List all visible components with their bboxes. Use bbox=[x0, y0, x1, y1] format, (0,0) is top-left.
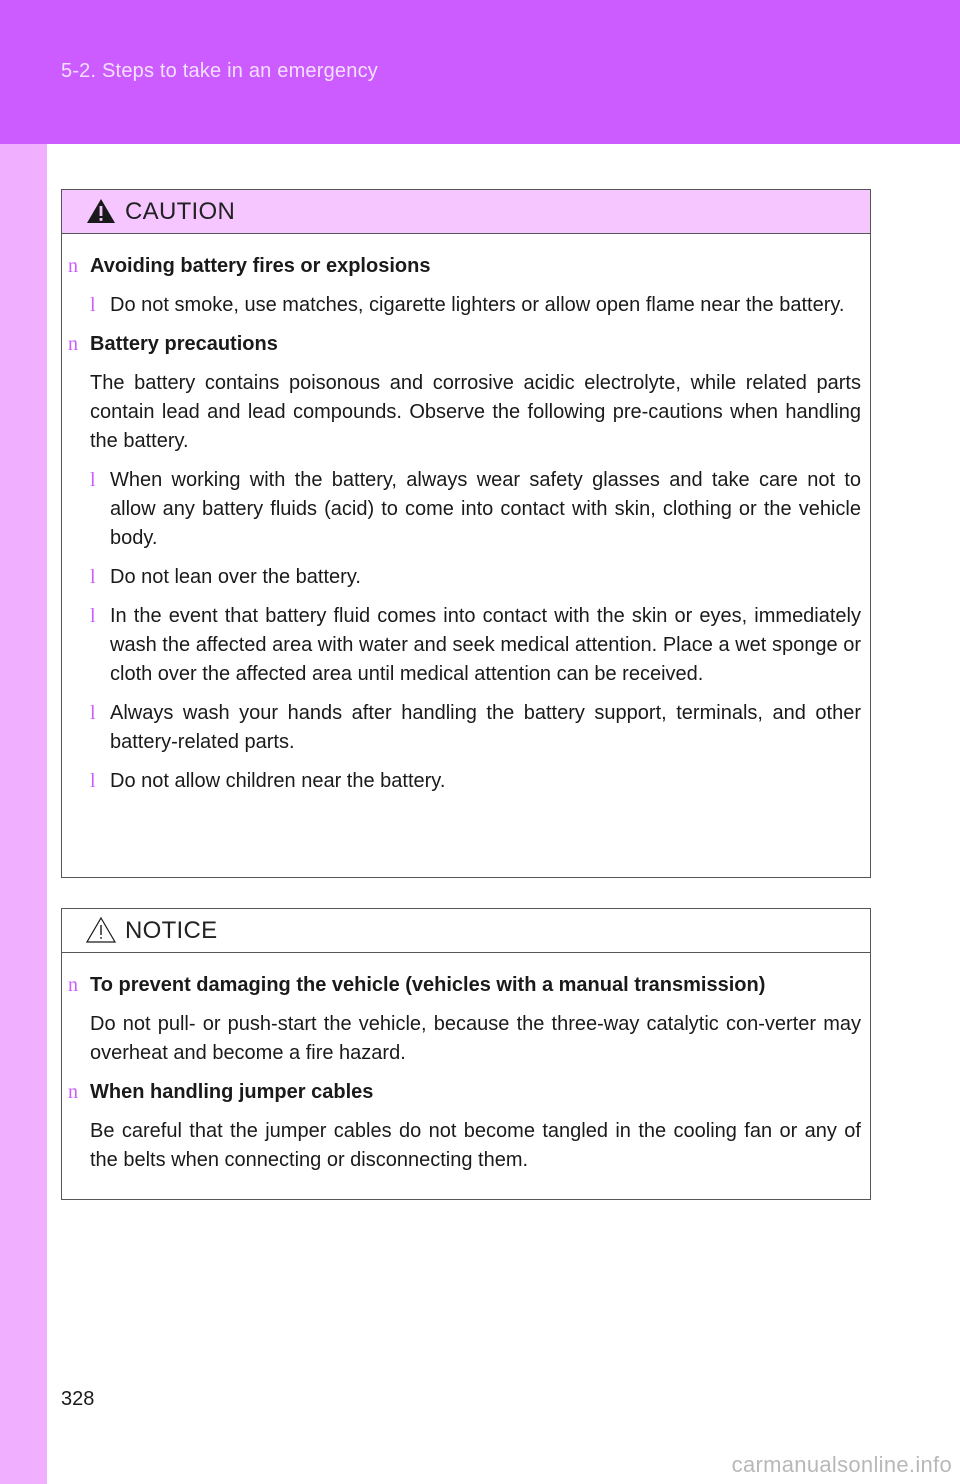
section-paragraph: Do not pull- or push-start the vehicle, because the three-way catalytic con-verter may overheat and become a fire hazard. bbox=[90, 1013, 861, 1064]
section-marker: n bbox=[68, 1081, 78, 1103]
caution-header bbox=[62, 190, 870, 234]
caution-box bbox=[61, 189, 871, 878]
bullet-item bbox=[90, 563, 861, 592]
notice-box bbox=[61, 908, 871, 1200]
bullet-text: When working with the battery, always wear safety glasses and take care not to allow any battery fluids (acid) to come into contact with skin, clothing or the vehicle body. bbox=[110, 469, 861, 549]
bullet-marker: l bbox=[90, 566, 96, 588]
section-heading bbox=[68, 252, 861, 281]
bullet-text: Do not smoke, use matches, cigarette lighters or allow open flame near the battery. bbox=[110, 294, 845, 316]
bullet-item bbox=[90, 699, 861, 757]
caution-label: CAUTION bbox=[125, 197, 236, 225]
bullet-marker: l bbox=[90, 294, 96, 316]
bullet-item bbox=[90, 767, 861, 796]
side-strip bbox=[0, 144, 47, 1484]
bullet-text: Do not lean over the battery. bbox=[110, 566, 361, 588]
warning-triangle-filled-icon bbox=[86, 197, 116, 225]
bullet-marker: l bbox=[90, 770, 96, 792]
bullet-item bbox=[90, 291, 861, 320]
section-paragraph: The battery contains poisonous and corrosive acidic electrolyte, while related parts contain lead and lead compounds. Observe the following pre-cautions when handling the battery. bbox=[90, 372, 861, 452]
section-heading bbox=[68, 330, 861, 359]
section-heading-text: Avoiding battery fires or explosions bbox=[90, 255, 431, 277]
caution-body bbox=[62, 234, 870, 796]
section-heading-text: When handling jumper cables bbox=[90, 1081, 374, 1103]
watermark: carmanualsonline.info bbox=[731, 1452, 952, 1477]
section-heading-text: Battery precautions bbox=[90, 333, 278, 355]
section-heading-text: To prevent damaging the vehicle (vehicles with a manual transmission) bbox=[90, 974, 766, 996]
section-marker: n bbox=[68, 974, 78, 996]
bullet-marker: l bbox=[90, 469, 96, 491]
bullet-text: Always wash your hands after handling the battery support, terminals, and other battery-related parts. bbox=[110, 702, 861, 753]
notice-label: NOTICE bbox=[125, 916, 218, 944]
bullet-text: In the event that battery fluid comes into contact with the skin or eyes, immediately wash the affected area with water and seek medical attention. Place a wet sponge or cloth over the affected area until medical attention can be received. bbox=[110, 605, 861, 685]
section-paragraph: Be careful that the jumper cables do not become tangled in the cooling fan or any of the belts when connecting or disconnecting them. bbox=[90, 1120, 861, 1171]
bullet-item bbox=[90, 466, 861, 553]
bullet-marker: l bbox=[90, 702, 96, 724]
section-heading bbox=[68, 971, 861, 1000]
section-heading bbox=[68, 1078, 861, 1107]
section-title: 5-2. Steps to take in an emergency bbox=[61, 60, 378, 82]
bullet-marker: l bbox=[90, 605, 96, 627]
section-marker: n bbox=[68, 333, 78, 355]
notice-body bbox=[62, 953, 870, 1175]
bullet-text: Do not allow children near the battery. bbox=[110, 770, 446, 792]
section-marker: n bbox=[68, 255, 78, 277]
notice-header bbox=[62, 909, 870, 953]
bullet-item bbox=[90, 602, 861, 689]
warning-triangle-outline-icon bbox=[86, 916, 116, 944]
page-number: 328 bbox=[61, 1388, 95, 1410]
